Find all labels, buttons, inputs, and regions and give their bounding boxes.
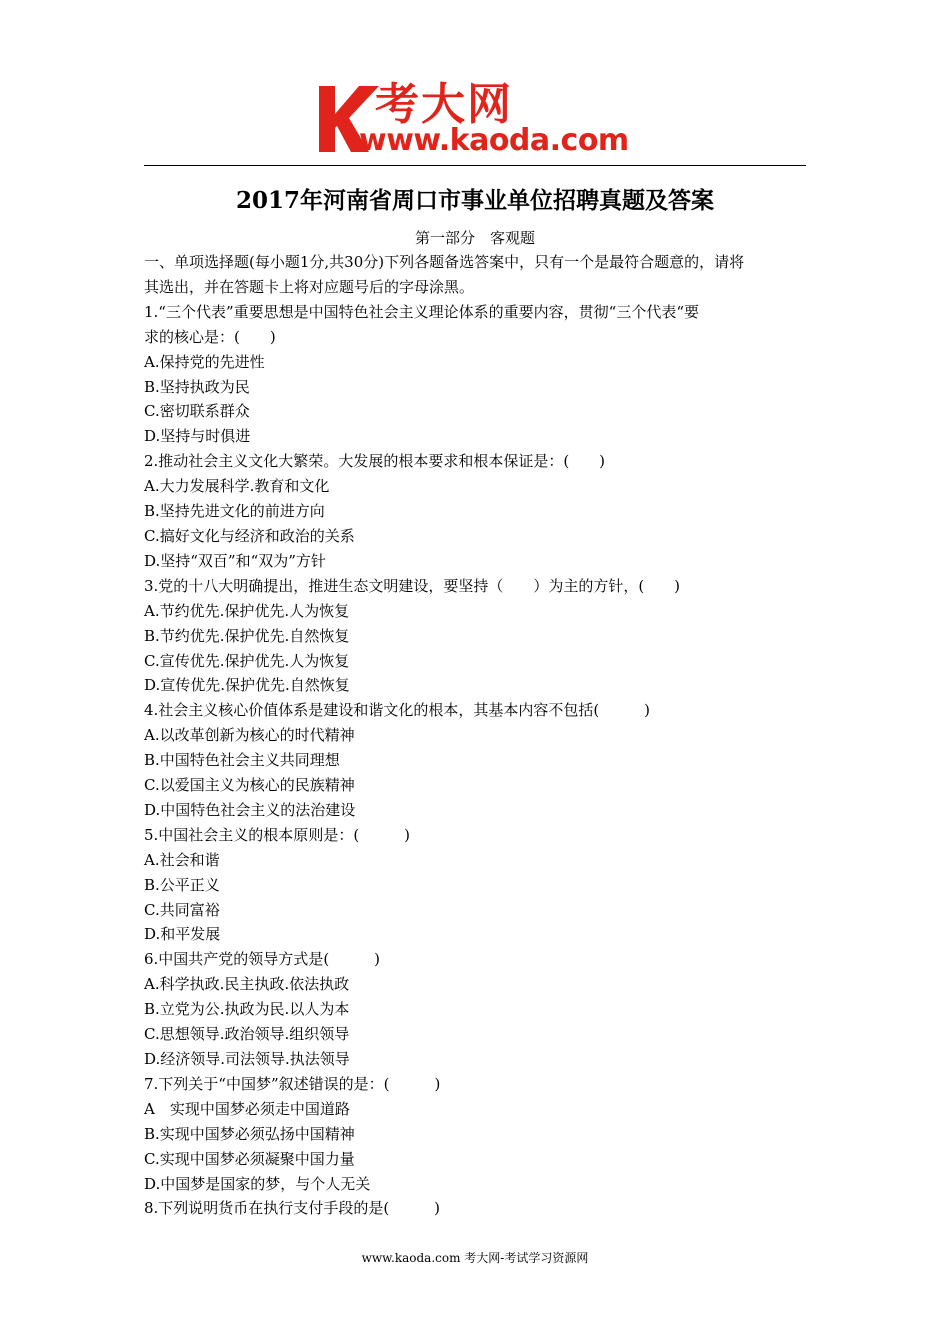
header-divider [144, 165, 806, 166]
logo-url-text: www.kaoda.com [359, 123, 629, 158]
text-line: D.宣传优先.保护优先.自然恢复 [144, 676, 350, 695]
text-line: D.中国梦是国家的梦，与个人无关 [144, 1174, 371, 1193]
text-line: B.公平正义 [144, 875, 220, 894]
text-line: 2.推动社会主义文化大繁荣。大发展的根本要求和根本保证是：( ) [144, 452, 606, 471]
text-line: A.节约优先.保护优先.人为恢复 [144, 601, 350, 620]
text-line: B.坚持先进文化的前进方向 [144, 502, 325, 521]
text-line: 6.中国共产党的领导方式是( ) [144, 950, 381, 969]
text-line: C.以爱国主义为核心的民族精神 [144, 776, 355, 795]
text-line: B.中国特色社会主义共同理想 [144, 751, 340, 770]
section-heading: 第一部分 客观题 [414, 229, 535, 247]
document-title: 2017年河南省周口市事业单位招聘真题及答案 [235, 187, 714, 214]
text-line: 7.下列关于“中国梦”叙述错误的是：( ) [144, 1074, 441, 1093]
text-line: 4.社会主义核心价值体系是建设和谐文化的根本，其基本内容不包括( ) [144, 701, 651, 720]
text-line: D.和平发展 [144, 925, 221, 944]
text-line: A.以改革创新为核心的时代精神 [144, 726, 355, 745]
text-line: D.坚持与时俱进 [144, 427, 251, 446]
text-line: C.实现中国梦必须凝聚中国力量 [144, 1149, 355, 1168]
text-line: 一、单项选择题(每小题1分,共30分)下列各题备选答案中，只有一个是最符合题意的，请将 [144, 253, 745, 271]
text-line: A.保持党的先进性 [144, 352, 265, 371]
document-body [144, 250, 809, 1221]
text-line: B.实现中国梦必须弘扬中国精神 [144, 1124, 355, 1143]
text-line: D.中国特色社会主义的法治建设 [144, 800, 356, 819]
text-line: A.科学执政.民主执政.依法执政 [144, 975, 350, 994]
text-line: D.经济领导.司法领导.执法领导 [144, 1050, 350, 1068]
text-line: C.搞好文化与经济和政治的关系 [144, 526, 355, 545]
text-line: B.节约优先.保护优先.自然恢复 [144, 626, 350, 645]
text-line: 3.党的十八大明确提出，推进生态文明建设，要坚持（ ）为主的方针，( ) [144, 576, 681, 595]
text-line: 求的核心是：( ) [144, 327, 276, 346]
logo-chinese-text: 考大网 [375, 79, 513, 130]
text-line: A.大力发展科学.教育和文化 [144, 477, 330, 496]
text-line: A.社会和谐 [144, 850, 220, 869]
text-line: A 实现中国梦必须走中国道路 [144, 1099, 350, 1118]
text-line: 8.下列说明货币在执行支付手段的是( ) [144, 1199, 441, 1218]
text-line: 5.中国社会主义的根本原则是：( ) [144, 825, 411, 844]
text-line: 1.“三个代表”重要思想是中国特色社会主义理论体系的重要内容，贯彻“三个代表“要 [144, 302, 699, 321]
page-footer: www.kaoda.com 考大网-考试学习资源网 [361, 1251, 589, 1265]
text-line: B.坚持执政为民 [144, 377, 250, 396]
text-line: C.思想领导.政治领导.组织领导 [144, 1025, 350, 1044]
kaoda-logo[interactable] [315, 80, 645, 160]
text-line: C.宣传优先.保护优先.人为恢复 [144, 651, 350, 670]
text-line: D.坚持“双百”和“双为”方针 [144, 551, 326, 570]
text-line: 其选出，并在答题卡上将对应题号后的字母涂黑。 [144, 277, 475, 296]
text-line: C.密切联系群众 [144, 402, 250, 421]
text-line: B.立党为公.执政为民.以人为本 [144, 1000, 350, 1019]
text-line: C.共同富裕 [144, 900, 220, 919]
